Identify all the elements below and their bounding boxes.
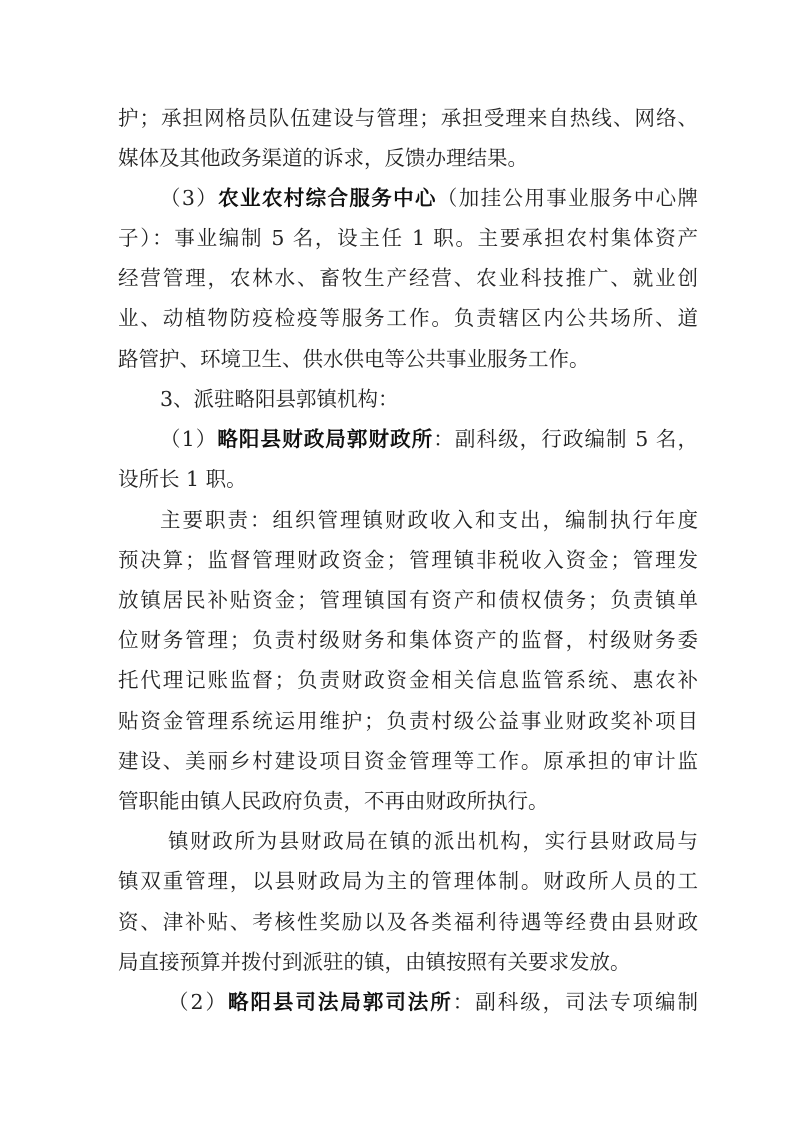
text-line: 位财务管理；负责村级财务和集体资产的监督，村级财务委 (118, 628, 698, 652)
text-line: 业、动植物防疫检疫等服务工作。负责辖区内公共场所、道 (118, 306, 698, 330)
text-line: 局直接预算并拨付到派驻的镇，由镇按照有关要求发放。 (118, 950, 631, 974)
section-heading-line (168, 987, 698, 1017)
text-line: 媒体及其他政务渠道的诉求，反馈办理结果。 (118, 146, 528, 170)
text-line: 放镇居民补贴资金；管理镇国有资产和债权债务；负责镇单 (118, 588, 698, 612)
text-span: ：副科级，司法专项编制 (452, 990, 699, 1014)
text-line: 子）：事业编制 5 名，设主任 1 职。主要承担农村集体资产 (118, 226, 698, 250)
section-heading-line (160, 424, 698, 454)
text-line: 路管护、环境卫生、供水供电等公共事业服务工作。 (118, 347, 590, 371)
text-line: 管职能由镇人民政府负责，不再由财政所执行。 (118, 789, 549, 813)
text-line: 预决算；监督管理财政资金；管理镇非税收入资金；管理发 (118, 548, 698, 572)
text-line: 设所长 1 职。 (118, 467, 247, 491)
item-number: （3） (160, 186, 219, 210)
text-span: ：副科级，行政编制 5 名， (433, 427, 698, 451)
text-line: 镇双重管理，以县财政局为主的管理体制。财政所人员的工 (118, 869, 698, 893)
text-span: （加挂公用事业服务中心牌 (436, 186, 699, 210)
section-title: 农业农村综合服务中心 (218, 186, 437, 210)
item-number: （1） (160, 427, 218, 451)
text-line: 托代理记账监督；负责财政资金相关信息监管系统、惠农补 (118, 668, 698, 692)
section-heading: 3、派驻略阳县郭镇机构： (160, 387, 399, 411)
item-number: （2） (168, 990, 228, 1014)
section-heading-line (160, 183, 698, 213)
text-line: 护；承担网格员队伍建设与管理；承担受理来自热线、网络、 (118, 106, 698, 130)
text-line: 主要职责：组织管理镇财政收入和支出，编制执行年度 (160, 508, 698, 532)
section-title: 略阳县司法局郭司法所 (227, 990, 453, 1014)
section-title: 略阳县财政局郭财政所 (217, 427, 434, 451)
text-line: 贴资金管理系统运用维护；负责村级公益事业财政奖补项目 (118, 709, 698, 733)
text-line: 经营管理，农林水、畜牧生产经营、农业科技推广、就业创 (118, 266, 698, 290)
text-line: 建设、美丽乡村建设项目资金管理等工作。原承担的审计监 (118, 749, 698, 773)
text-line: 资、津补贴、考核性奖励以及各类福利待遇等经费由县财政 (118, 910, 698, 934)
text-line: 镇财政所为县财政局在镇的派出机构，实行县财政局与 (168, 829, 698, 853)
